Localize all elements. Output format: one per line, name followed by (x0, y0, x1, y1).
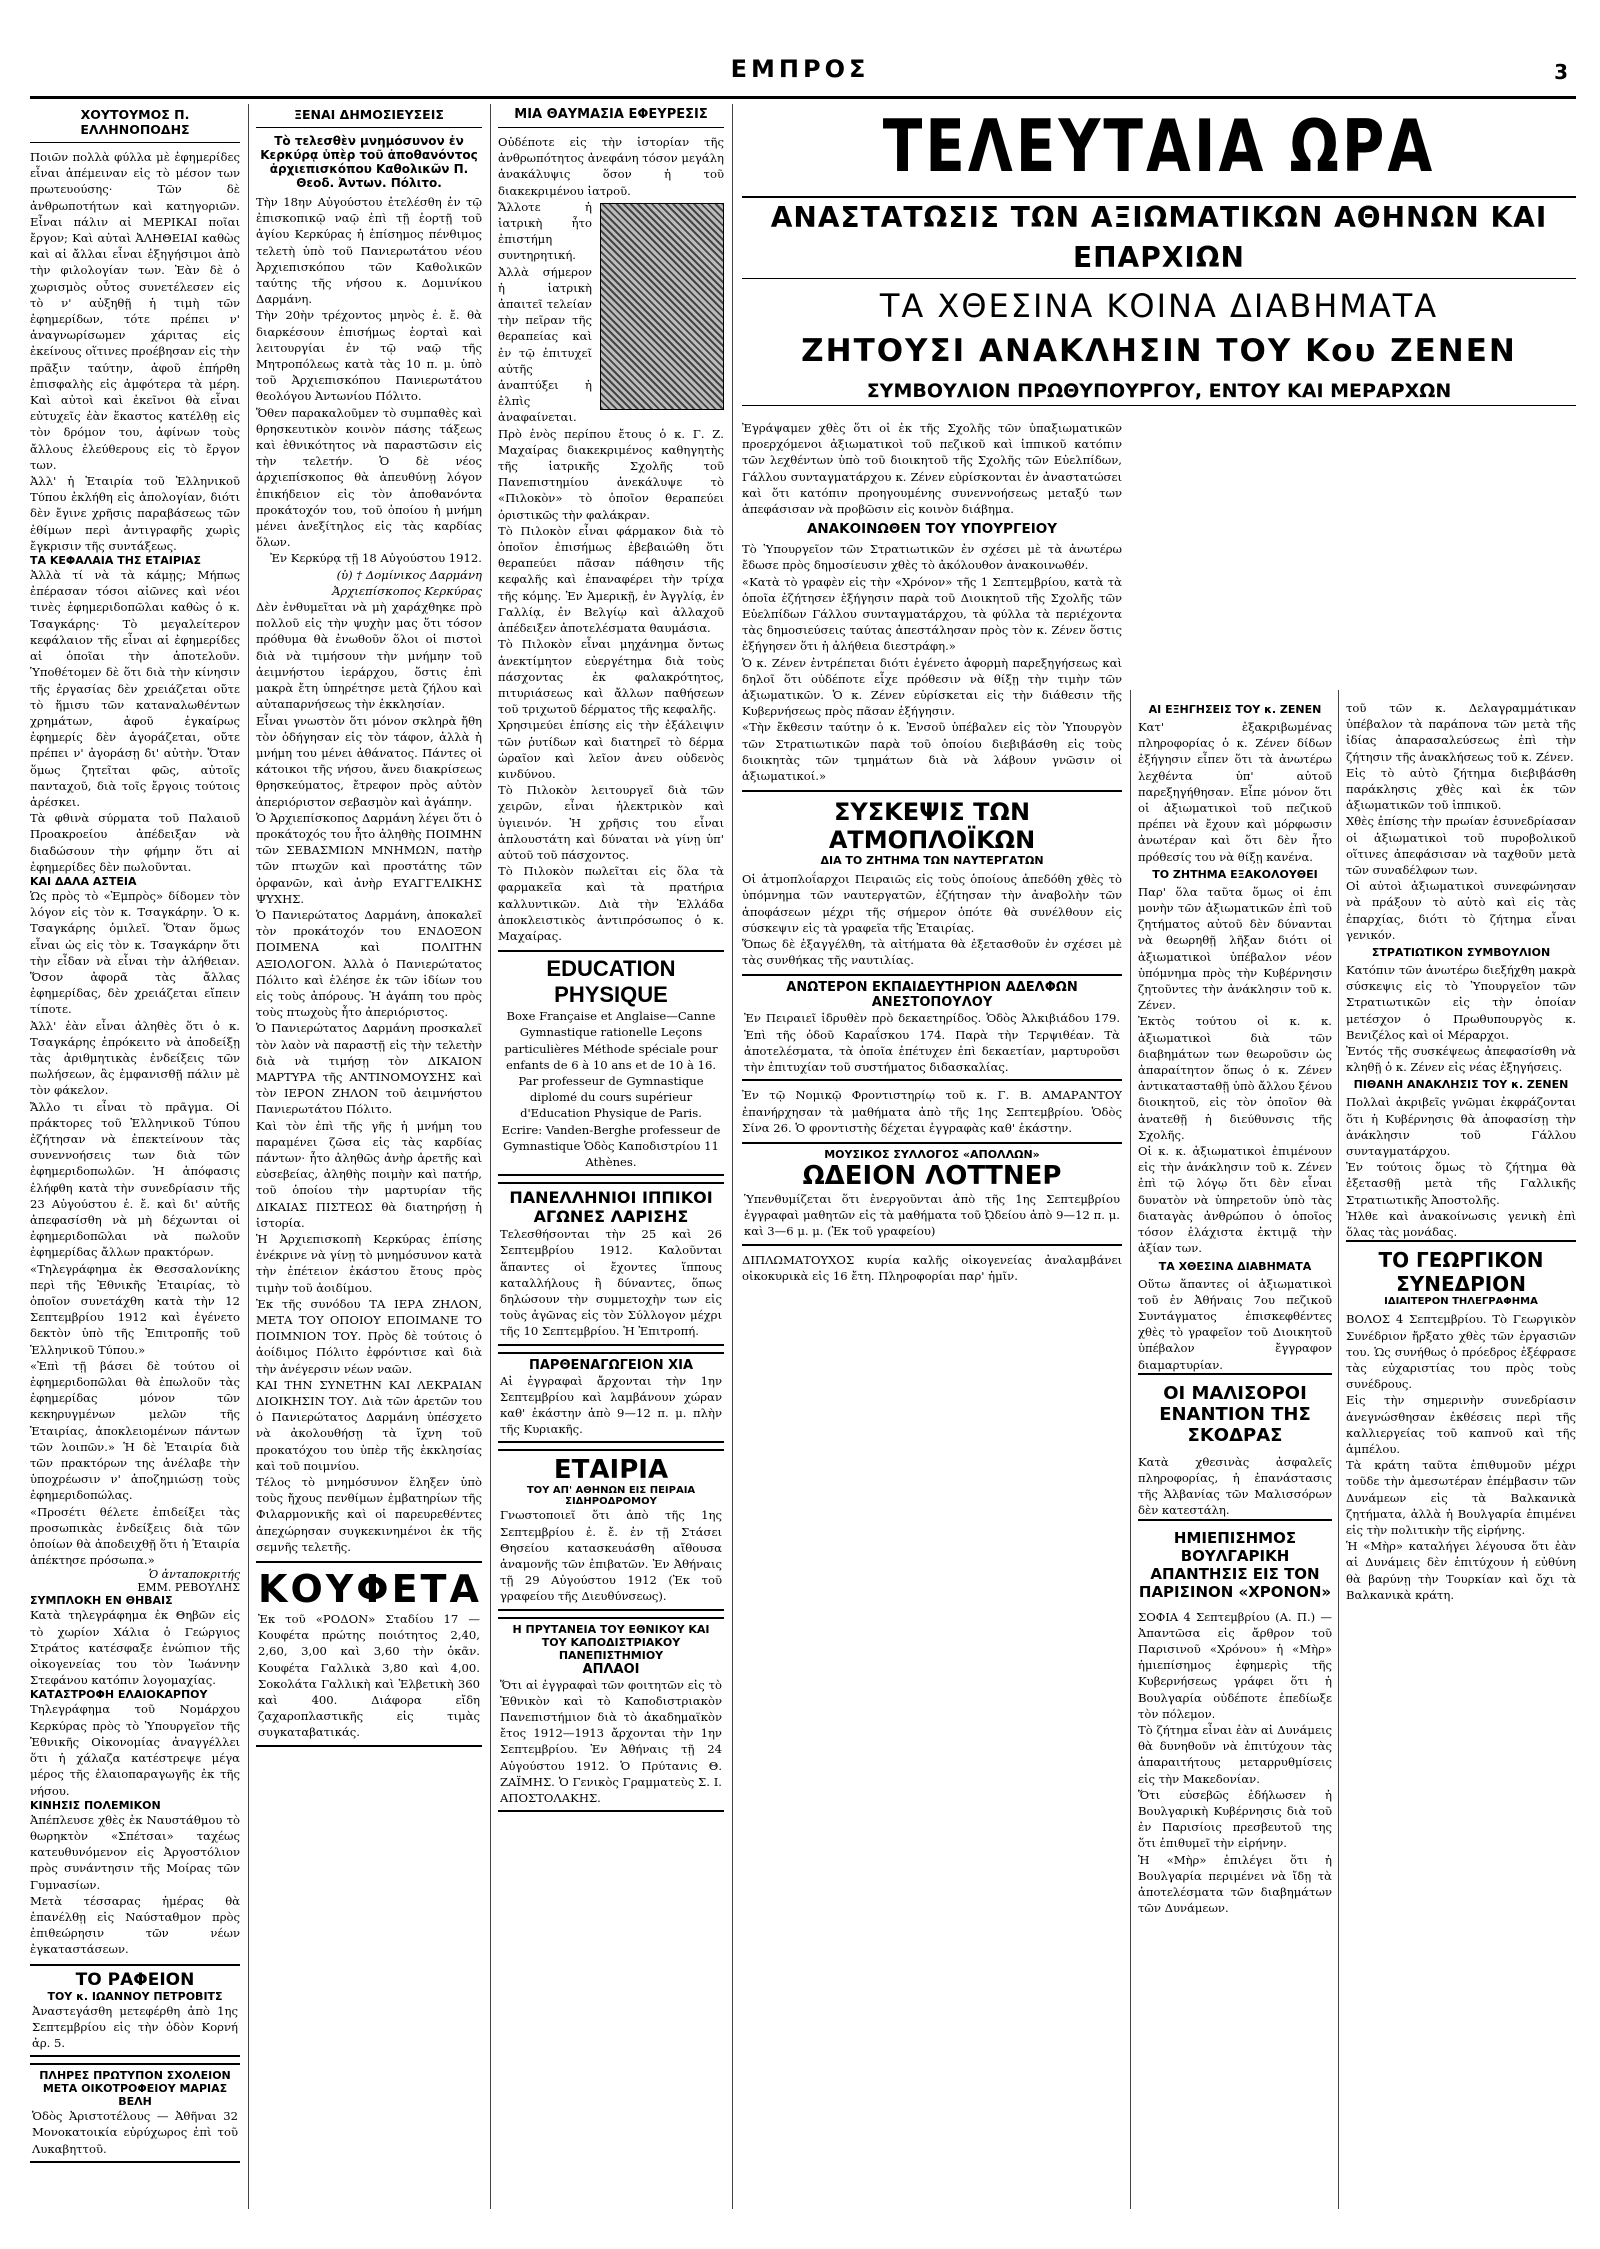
article-paragraph: Χρησιμεύει ἐπίσης εἰς τὴν ἐξάλειψιν τῶν ῥυτίδων καὶ διατηρεῖ τὸ δέρμα ὡραῖον καὶ λεῖον ἀνευ οὐδενὸς κινδύνου. (498, 718, 724, 781)
column-divider (248, 104, 249, 2209)
article-paragraph: Ποιῶν πολλὰ φύλλα μὲ ἐφημερίδες εἶναι ἀπέμειναν εἰς τὸ μέσον των πρωτευούσης· Τῶν δὲ ἀνθρωποτήτων καὶ κατηγοριῶν. Εἶναι πάλιν αἱ ΜΕΡΙΚΑΙ ποῖαι ἔργον; Καὶ αὐταὶ ἈΛΗΘΕΙΑΙ καθὼς καὶ αἱ ἄλλαι εἶναι ἐξηγήσιμοι ἀπὸ τὴν φιλολογίαν των. Ἐὰν δὲ ὁ χωρισμὸς οὗτος συνετέλεσεν εἰς τὸ ν' αὐξηθῇ ἡ τιμὴ τῶν ἐφημερίδων, τότε πρέπει ν' ἀναγνωρίσωμεν χάριτας εἰς ἐκείνους οἵτινες προέβησαν εἰς τὴν πρᾶξιν ταύτην, ἀφοῦ ἐπήρθη ἐπισφαλὴς εἰς ἀμφότερα τὰ μέρη. Καὶ αὐτοὶ καὶ ἐκεῖνοι θὰ εἶναι εὐτυχεῖς ἐὰν ἕκαστος κατέλθῃ εἰς τὸν δρόμον του, ἀφίνων τοὺς ἄλλους ἐλεύθερους εἰς τὸ ἔργον των. (30, 150, 240, 472)
article-paragraph: Ὅτι εὐσεβῶς ἐδήλωσεν ἡ Βουλγαρικὴ Κυβέρνησις διὰ τοῦ ἐν Παρισίοις πρεσβευτοῦ της ὅτι ἐπιθυμεῖ τὴν εἰρήνην. (1138, 1787, 1332, 1851)
column-5 (1138, 700, 1332, 2211)
portrait-image (600, 203, 724, 410)
signature-name: ΕΜΜ. ΡΕΒΟΥΛΗΣ (137, 1581, 240, 1595)
article-paragraph: Εἰς τὸ αὐτὸ ζήτημα διεβιβάσθη παράκλησις χθὲς καὶ ἐκ τῶν ἀξιωματικῶν τοῦ ἱππικοῦ. (1346, 765, 1576, 813)
article-paragraph: Τὸ Πιλοκὸν εἶναι φάρμακον διὰ τὸ ὁποῖον ἐπισήμως ἐβεβαιώθη ὅτι θεραπεύει πᾶσαν πάθησιν τῆς κεφαλῆς καὶ ἐπαναφέρει τὴν τρίχα τῆς κόμης. Ἐν Ἀμερικῇ, ἐν Ἀγγλίᾳ, ἐν Γαλλίᾳ, ἐν Βελγίῳ καὶ ἀλλαχοῦ ἀπέδειξεν ἀποτελέσματα θαυμάσια. (498, 523, 724, 636)
ad-title: ΤΟ ΡΑΦΕΙΟΝ (75, 1969, 195, 1990)
article-paragraph: Ὅπως δὲ ἐξαγγέλθη, τὰ αἰτήματα θὰ ἐξετασθοῦν ἐν σχέσει μὲ τὰς συνθήκας τῆς ναυτιλίας. (742, 937, 1122, 968)
article-paragraph: Παρ' ὅλα ταῦτα ὅμως οἱ ἐπι μονὴν τῶν ἀξιωματικῶν ἐπὶ τοῦ ζητήματος αὐτοῦ δὲν δύνανται νὰ θεωρηθῇ λῆξαν διότι οἱ ἀξιωματικοὶ ὑπέβαλον νέον ὑπόμνημα πρὸς τὴν Κυβέρνησιν ζητοῦντες τὴν ἀνάκλησιν τοῦ κ. Ζένεν. (1138, 884, 1332, 1013)
sub-headline: ΖΗΤΟΥΣΙ ΑΝΑΚΛΗΣΙΝ ΤΟΥ Κου ΖΕΝΕΝ (801, 333, 1517, 369)
advertisement (498, 1352, 724, 1444)
section-subheading: ΔΙΑ ΤΟ ΖΗΤΗΜΑ ΤΩΝ ΝΑΥΤΕΡΓΑΤΩΝ (820, 854, 1044, 868)
article-paragraph: Οἱ ἀτμοπλοΐαρχοι Πειραιῶς εἰς τοὺς ὁποίους ἀπεδόθη χθὲς τὸ ὑπόμνημα τῶν ναυτεργατῶν, ἐζήτησαν τὴν ἀναβολὴν τῶν ἀποφάσεων μέχρι τῆς σήμερον ὁπότε θὰ συνέλθουν εἰς σύσκεψιν εἰς τὰ γραφεῖα τῆς Ἑταιρίας. (742, 872, 1122, 935)
ad-text: Ὁδὸς Ἀριστοτέλους — Ἀθῆναι 32 Μονοκατοικία εὐρύχωρος ἐπὶ τοῦ Λυκαβηττοῦ. (32, 2109, 238, 2156)
sub-headline: ΤΑ ΧΘΕΣΙΝΑ ΚΟΙΝΑ ΔΙΑΒΗΜΑΤΑ (879, 287, 1439, 325)
article-paragraph: Οἱ αὐτοὶ ἀξιωματικοὶ συνεφώνησαν νὰ πράξουν τὸ αὐτὸ καὶ εἰς τὰς ἐπαρχίας, διότι τὸ ζήτημα εἶναι γενικόν. (1346, 879, 1576, 942)
article-paragraph: Τὰ κράτη ταῦτα ἐπιθυμοῦν μέχρι τοῦδε τὴν ἀμεσωτέραν ἐπέμβασιν τῶν Δυνάμεων εἰς τὰ Βαλκανικὰ ζητήματα, ἀλλὰ ἡ Βουλγαρία ἐπιμένει εἰς τὴν πολιτικὴν τῆς εἰρήνης. (1346, 1458, 1576, 1537)
article-paragraph: Εἰς τὴν σημερινὴν συνεδρίασιν ἀνεγνώσθησαν ἐκθέσεις περὶ τῆς καλλιεργείας τοῦ καπνοῦ καὶ τῆς ἀμπέλου. (1346, 1393, 1576, 1456)
ad-title: ΩΔΕΙΟΝ ΛΟΤΤΝΕΡ (802, 1160, 1062, 1191)
ad-subtitle: ΤΟΥ κ. ΙΩΑΝΝΟΥ ΠΕΤΡΟΒΙΤΣ (47, 1989, 223, 2003)
article-paragraph: Ὡς πρὸς τὸ «Ἐμπρὸς» δίδομεν τὸν λόγον εἰς τὸν κ. Τσαγκάρην. Ὁ κ. Τσαγκάρης ὁμιλεῖ. Ὅταν ὅμως εἶναι ὡς εἰς τὸν κ. Τσαγκάρην ὅτι τὴν εἶδαν νὰ εἶναι τὴν ἀλήθειαν. Ὅσον ἀφορᾶ τὰς ἄλλας ἐφημερίδας, δὲν χρειάζεται εἴπειν τίποτε. (30, 888, 240, 1017)
section-subheading: ΚΑΙ ΔΑΛΑ ΑΣΤΕΙΑ (30, 874, 137, 888)
section-subheading: ΣΤΡΑΤΙΩΤΙΚΟΝ ΣΥΜΒΟΥΛΙΟΝ (1371, 946, 1551, 960)
article-paragraph: Καὶ τὸν ἐπὶ τῆς γῆς ἡ μνήμη του παραμένει ζῶσα εἰς τὰς καρδίας πάντων· ἦτο ἀληθῶς ἀνὴρ ἀρετῆς καὶ εὐσεβείας, ἀληθὴς ποιμὴν καὶ πατήρ, τοῦ ὁποίου τὴν μαρτυρίαν τῆς ΔΙΚΑΙΑΣ ΠΙΣΤΕΩΣ θὰ διατηρήσῃ ἡ ἱστορία. (256, 1118, 482, 1230)
masthead-rule (30, 96, 1576, 99)
advertisement (742, 974, 1122, 1081)
article-paragraph: ΒΟΛΟΣ 4 Σεπτεμβρίου. Τὸ Γεωργικὸν Συνέδριον ἤρξατο χθὲς τῶν ἐργασιῶν του. Ὡς συνήθως ὁ πρόεδρος ἐξέφρασε τὰς εὐχαριστίας του πρὸς τοὺς συνέδρους. (1346, 1312, 1576, 1392)
article-paragraph: Τὰ φθινὰ σύρματα τοῦ Παλαιοῦ Προακροείου ἀπέδειξαν νὰ διαδώσουν τὴν φήμην ὅτι αἱ ἐφημερίδες δὲν πωλοῦνται. (30, 811, 240, 874)
section-headline: ΣΥΣΚΕΨΙΣ ΤΩΝ ΑΤΜΟΠΛΟΪΚΩΝ (828, 798, 1036, 855)
article-paragraph: Τὸ Πιλοκὸν λειτουργεῖ διὰ τῶν χειρῶν, εἶναι ἠλεκτρικὸν καὶ ὑγιεινόν. Ἡ χρῆσις του εἶναι ἀπλουστάτη καὶ δύναται νὰ γίνῃ ὑπ' αὐτοῦ τοῦ πάσχοντος. (498, 783, 724, 862)
ad-text: Ἐκ τοῦ «ΡΟΔΟΝ» Σταδίου 17 — Κουφέτα πρώτης ποιότητος 2,40, 2,60, 3,00 καὶ 3,60 τὴν ὀκᾶν. Κουφέτα Γαλλικὰ 3,80 καὶ 4,00. Σοκολάτα Γαλλικὴ καὶ Ἑλβετικὴ 360 καὶ 400. Διάφορα εἴδη ζαχαροπλαστικῆς εἰς τιμὰς συγκαταβατικάς. (258, 1612, 480, 1740)
article-paragraph: Μετὰ τέσσαρας ἡμέρας θὰ ἐπανέλθῃ εἰς Ναύσταθμον πρὸς ἐπιθεώρησιν τῶν νέων ἐγκαταστάσεων. (30, 1893, 240, 1957)
ad-text: Αἱ ἐγγραφαὶ ἄρχονται τὴν 1ην Σεπτεμβρίου καὶ λαμβάνουν χώραν καθ' ἑκάστην ἀπὸ 9—12 π. μ. πλὴν τῆς Κυριακῆς. (500, 1373, 722, 1437)
ad-title: ΠΛΗΡΕΣ ΠΡΩΤΥΠΟΝ ΣΧΟΛΕΙΟΝ (39, 2069, 231, 2083)
article-paragraph: τοῦ τῶν κ. Δελαγραμμάτικαν ὑπέβαλον τὰ παράπονα τῶν μετὰ τῆς ἰδίας ἀπαρασαλεύσεως ἐπὶ τὴν ζήτησιν τῆς ἀνακλήσεως τοῦ κ. Ζένεν. (1346, 701, 1576, 764)
advertisement (30, 2063, 240, 2163)
ad-subtitle: ΜΕΤΑ ΟΙΚΟΤΡΟΦΕΙΟΥ ΜΑΡΙΑΣ ΒΕΛΗ (42, 2082, 228, 2109)
ad-title: Η ΠΡΥΤΑΝΕΙΑ ΤΟΥ ΕΘΝΙΚΟΥ ΚΑΙ ΤΟΥ ΚΑΠΟΔΙΣΤΡΙΑΚΟΥ ΠΑΝΕΠΙΣΤΗΜΙΟΥ (512, 1622, 710, 1662)
ad-subtitle: ΤΟΥ ΑΠ' ΑΘΗΝΩΝ ΕΙΣ ΠΕΙΡΑΙΑ ΣΙΔΗΡΟΔΡΟΜΟΥ (526, 1485, 696, 1508)
column-heading: ΧΟΥΤΟΥΜΟΣ Π. ΕΛΛΗΝΟΠΟΔΗΣ (30, 104, 240, 143)
article-paragraph: Τὴν 18ην Αὐγούστου ἐτελέσθη ἐν τῷ ἐπισκοπικῷ ναῷ ἐπὶ τῇ ἑορτῇ τοῦ ἁγίου Κερκύρας ἡ ἐπίσημος πένθιμος τελετὴ ὑπὸ τοῦ Πανιερωτάτου νέου Ἀρχιεπισκόπου τῶν Καθολικῶν ταύτης τῆς νήσου κ. Δομινίκου Δαρμάνη. (256, 195, 482, 307)
article-paragraph: Ἡ Ἀρχιεπισκοπὴ Κερκύρας ἐπίσης ἐνέκρινε νὰ γίνῃ τὸ μνημόσυνον κατὰ τὴν ἐπέτειον ἑκάστου ἔτους πρὸς τιμὴν τοῦ ἀοιδίμου. (256, 1232, 482, 1295)
column-2 (256, 104, 482, 2211)
column-divider (732, 104, 733, 2209)
article-paragraph: Ἡ «Μὴρ» ἐπιλέγει ὅτι ἡ Βουλγαρία περιμένει νὰ ἴδῃ τὰ ἀποτελέσματα τῶν διαβημάτων τῶν Δυνάμεων. (1138, 1852, 1332, 1916)
ad-text: Ἐν Πειραιεῖ ἱδρυθὲν πρὸ δεκαετηρίδος. Ὁδὸς Ἀλκιβιάδου 179. Ἐπὶ τῆς ὁδοῦ Καραΐσκου 174. Παρὰ τὴν Τερψιθέαν. Τὰ ἀποτελέσματα, τὰ ὁποῖα ἐπέτυχεν ἐπὶ δεκαετίαν, μαρτυροῦσι τὴν ἐπιτυχίαν τοῦ συστήματος διδασκαλίας. (744, 1011, 1120, 1075)
column-1 (30, 104, 240, 2211)
ad-title: ΕΤΑΙΡΙΑ (553, 1455, 669, 1486)
ad-text: Ἐν τῷ Νομικῷ Φροντιστηρίῳ τοῦ κ. Γ. Β. ΑΜΑΡΑΝΤΟΥ ἐπανήρχησαν τὰ μαθήματα ἀπὸ τῆς 1ης Σεπτεμβρίου. Ὁδὸς Σίνα 26. Ὁ φροντιστὴς δέχεται ἐγγραφὰς καθ' ἑκάστην. (742, 1088, 1122, 1135)
article-paragraph: Ὁ Ἀρχιεπίσκοπος Δαρμάνη λέγει ὅτι ὁ προκάτοχός του ἦτο ἀληθὴς ΠΟΙΜΗΝ τῶν ΣΕΒΑΣΜΙΩΝ ΜΝΗΜΩΝ, πατὴρ τῶν πτωχῶν καὶ προστάτης τῶν ὀρφανῶν, καὶ ἀνὴρ ΕΥΑΓΓΕΛΙΚΗΣ ΨΥΧΗΣ. (256, 810, 482, 906)
article-paragraph: Ὁ Πανιερώτατος Δαρμάνη, ἀποκαλεῖ τὸν προκάτοχόν του ΕΝΔΟΞΟΝ ΠΟΙΜΕΝΑ καὶ ΠΟΛΙΤΗΝ ΑΞΙΟΛΟΓΟΝ. Ἀλλὰ ὁ Πανιερώτατος Πόλιτο καὶ ἐλέησε ἐκ τῶν ἰδίων του εἰς τοὺς ἀπόρους. Ἡ ἀγάπη του πρὸς τοὺς πτωχοὺς ἦτο ἀπεριόριστος. (256, 907, 482, 1020)
advertisement (498, 950, 724, 1176)
article-paragraph: Τὸ Πιλοκὸν πωλεῖται εἰς ὅλα τὰ φαρμακεῖα καὶ τὰ πρατήρια καλλυντικῶν. Διὰ τὴν Ἑλλάδα ἀποκλειστικὸς ἀντιπρόσωπος ὁ κ. Μαχαίρας. (498, 864, 724, 943)
article-paragraph: Ἀπέπλευσε χθὲς ἐκ Ναυστάθμου τὸ θωρηκτὸν «Σπέτσαι» ταχέως κατευθυνόμενον εἰς Ἀργοστόλιον πρὸς συνάντησιν τῆς Μοίρας τῶν Γυμνασίων. (30, 1812, 240, 1892)
section-subheading: ΣΥΜΠΛΟΚΗ ΕΝ ΘΗΒΑΙΣ (30, 1594, 173, 1608)
article-paragraph: Ἀλλ' ἐὰν εἶναι ἀληθὲς ὅτι ὁ κ. Τσαγκάρης ἐπρόκειτο νὰ ἀποδείξῃ τὰς ἀριθμητικὰς ἐνδείξεις τῶν πωλήσεων, ἂς ἐμφανισθῇ πάλιν μὲ τὸν φάκελον. (30, 1018, 240, 1098)
masthead (0, 0, 1600, 110)
section-headline: ΤΟ ΓΕΩΡΓΙΚΟΝ ΣΥΝΕΔΡΙΟΝ (1346, 1240, 1576, 1296)
column-4 (742, 420, 1122, 2211)
article-paragraph: ΣΟΦΙΑ 4 Σεπτεμβρίου (Α. Π.) — Ἀπαντῶσα εἰς ἄρθρον τοῦ Παρισινοῦ «Χρόνου» ἡ «Μὴρ» ἡμιεπίσημος ἐφημερὶς τῆς Κυβερνήσεως γράφει ὅτι ἡ Βουλγαρία οὐδέποτε ἐπεδίωξε τὸν πόλεμον. (1138, 1609, 1332, 1721)
advertisement (30, 1964, 240, 2058)
article-subheading: Τὸ τελεσθὲν μνημόσυνον ἐν Κερκύρᾳ ὑπὲρ τοῦ ἀποθανόντος ἀρχιεπισκόπου Καθολικῶν Π. Θεοδ. Ἀντων. Πόλιτο. (260, 134, 478, 190)
article-paragraph: Κατὰ τηλεγράφημα ἐκ Θηβῶν εἰς τὸ χωρίον Χάλια ὁ Γεώργιος Στράτος κατέσφαξε ἐνώπιον τῆς οἰκογενείας του τὸν Ἰωάννην Στεφάνου κατόπιν λογομαχίας. (30, 1608, 240, 1688)
article-paragraph: ΚΑΙ ΤΗΝ ΣΥΝΕΤΗΝ ΚΑΙ ΛΕΚΡΑΙΑΝ ΔΙΟΙΚΗΣΙΝ ΤΟΥ. Διὰ τῶν ἀρετῶν του ὁ Πανιερώτατος Δαρμάνη ὑπέσχετο νὰ ἀκολουθήσῃ τὰ ἴχνη τοῦ προκατόχου του ὑπὲρ τῆς ἐκκλησίας καὶ τοῦ ποιμνίου. (256, 1377, 482, 1473)
article-paragraph: Ἐγράψαμεν χθὲς ὅτι οἱ ἐκ τῆς Σχολῆς τῶν ὑπαξιωματικῶν προερχόμενοι ἀξιωματικοὶ τοῦ πεζικοῦ καὶ ἱππικοῦ κατόπιν τῶν λεχθέντων ὑπὸ τοῦ διοικητοῦ τῆς Σχολῆς τῶν Εὐελπίδων, Γάλλου συνταγματάρχου κ. Ζένεν εὑρίσκονται ἐν ἀναστατώσει καὶ ὅτι κατόπιν προηγουμένης συνεννοήσεως μεταξύ των ἀπεφάσισαν νὰ προβῶσιν εἰς κοινὸν διάβημα. (742, 421, 1122, 517)
article-paragraph: Ἡ «Μὴρ» καταλήγει λέγουσα ὅτι ἐὰν αἱ Δυνάμεις δὲν ἐπιτύχουν ἡ εὐθύνη θὰ βαρύνῃ τὴν Τουρκίαν καὶ ὄχι τὰ Βαλκανικὰ κράτη. (1346, 1539, 1576, 1602)
ad-text: Ἀναστεγάσθη μετεφέρθη ἀπὸ 1ης Σεπτεμβρίου εἰς τὴν ὁδὸν Κορνή ἀρ. 5. (32, 2003, 238, 2050)
sub-headline: ΣΥΜΒΟΥΛΙΟΝ ΠΡΩΘΥΠΟΥΡΓΟΥ, ΕΝΤΟΥ ΚΑΙ ΜΕΡΑΡΧΩΝ (742, 377, 1576, 406)
column-6 (1346, 700, 1576, 2211)
signature: (ὑ) † Δομίνικος Δαρμάνη Ἀρχιεπίσκοπος Κερκύρας (332, 567, 482, 598)
ad-text: ΔΙΠΛΩΜΑΤΟΥΧΟΣ κυρία καλῆς οἰκογενείας ἀναλαμβάνει οἰκοκυρικὰ εἰς 16 ἔτη. Πληροφορίαι παρ' ἡμῖν. (742, 1252, 1122, 1283)
ad-title: ΚΟΥΦΕΤΑ (258, 1567, 482, 1612)
article-paragraph: «Τὴν ἔκθεσιν ταύτην ὁ κ. Ἐνσοῦ ὑπέβαλεν εἰς τὸν Ὑπουργὸν τῶν Στρατιωτικῶν παρὰ τοῦ ὁποίου διεβιβάσθη εἰς τοὺς διοικητὰς τῶν τμημάτων διὰ νὰ λάβουν γνῶσιν οἱ ἀξιωματικοί.» (742, 720, 1122, 784)
advertisement (256, 1561, 482, 1747)
sub-headline: ΑΝΑΣΤΑΤΩΣΙΣ ΤΩΝ ΑΞΙΩΜΑΤΙΚΩΝ ΑΘΗΝΩΝ ΚΑΙ ΕΠΑΡΧΙΩΝ (742, 196, 1576, 279)
article-paragraph: Δὲν ἐνθυμεῖται νὰ μὴ χαράχθηκε πρὸ πολλοῦ εἰς τὴν ψυχὴν μας ὅτι τόσον πρόθυμα θὰ ἐνωθοῦν ὅλοι οἱ πιστοὶ διὰ νὰ τιμήσουν τὴν μνήμην τοῦ ἀειμνήστου ἱεράρχου, ὅστις ἐπὶ μακρὰ ἔτη ὑπηρέτησε μετὰ ζήλου καὶ αὐταπαρνήσεως τὴν ἐκκλησίαν. (256, 600, 482, 712)
article-paragraph: Οὐδέποτε εἰς τὴν ἱστορίαν τῆς ἀνθρωπότητος ἀνεφάνη τόσον μεγάλη ἀνακάλυψις ὅσον ἡ τοῦ διακεκριμένου ἰατροῦ. (498, 135, 724, 198)
article-paragraph: Τηλεγράφημα τοῦ Νομάρχου Κερκύρας πρὸς τὸ Ὑπουργεῖον τῆς Ἐθνικῆς Οἰκονομίας ἀναγγέλλει ὅτι ἡ χάλαζα κατέστρεψε μέγα μέρος τῆς ἐλαιοπαραγωγῆς ἐκ τῆς νήσου. (30, 1702, 240, 1798)
column-divider (490, 104, 491, 2209)
section-headline: ΗΜΙΕΠΙΣΗΜΟΣ ΒΟΥΛΓΑΡΙΚΗ ΑΠΑΝΤΗΣΙΣ ΕΙΣ ΤΟΝ ΠΑΡΙΣΙΝΟΝ «ΧΡΟΝΟΝ» (1138, 1519, 1332, 1609)
ad-title: ΑΝΩΤΕΡΟΝ ΕΚΠΑΙΔΕΥΤΗΡΙΟΝ ΑΔΕΛΦΩΝ ΑΝΕΣΤΟΠΟΥΛΟΥ (786, 980, 1078, 1011)
article-paragraph: Ἐν τούτοις ὅμως τὸ ζήτημα θὰ ἐξετασθῇ μετὰ τῆς Γαλλικῆς Στρατιωτικῆς Ἀποστολῆς. (1346, 1160, 1576, 1207)
ad-title: ΠΑΡΘΕΝΑΓΩΓΕΙΟΝ ΧΙΑ (528, 1357, 694, 1373)
advertisement (498, 1182, 724, 1345)
column-3 (498, 104, 724, 2211)
article-paragraph: Ἀλλὰ τί νὰ τὰ κάμῃς; Μήπως ἐπέρασαν τόσοι αἰῶνες καὶ νέοι τινὲς ἐφημεριδοπῶλαι καθὼς ὁ κ. Τσαγκάρης· Τὸ μεγαλείτερον κεφάλαιον τῆς εἶναι αἱ ἐφημερίδες αἱ ὁποῖαι τὴν ἀποτελοῦν. Ὑποθέτομεν δὲ ὅτι διὰ τὴν κίνησιν τῆς ἐργασίας δὲν χρειάζεται οὔτε τὸ ἥμισυ τῶν καταναλωθέντων χρημάτων, ἀφοῦ ἐγκαίρως ἐφημερίς δὲν ἀγοράζεται, οὔτε πρέπει ν' ἀγοράσῃ δι' αὐτὴν. Ὅταν ὅμως ζητεῖται φῶς, αὐτοῖς πανταχοῦ, διὰ τοῖς ἔργοις τούτοις ἀρέσκει. (30, 568, 240, 809)
section-subheading: ΚΙΝΗΣΙΣ ΠΟΛΕΜΙΚΟΝ (30, 1798, 161, 1812)
advertisement (742, 1142, 1122, 1246)
section-subheading: ΤΑ ΧΘΕΣΙΝΑ ΔΙΑΒΗΜΑΤΑ (1158, 1259, 1312, 1273)
section-subheading: ΤΑ ΚΕΦΑΛΑΙΑ ΤΗΣ ΕΤΑΙΡΙΑΣ (30, 554, 202, 568)
article-paragraph: Ἠλθε καὶ ἀνακοίνωσις γενικὴ ἐπὶ ὅλας τὰς μονάδας. (1346, 1208, 1576, 1240)
article-paragraph: Κατ' ἐξακριβωμένας πληροφορίας ὁ κ. Ζένεν δίδων ἐξήγησιν εἶπεν ὅτι τὰ ἀνωτέρω λεχθέντα ὑπ' αὐτοῦ παρεξηγήθησαν. Εἶπε μόνον ὅτι οἱ ἀξιωματικοὶ τοῦ πεζικοῦ πρέπει νὰ ἔχουν καὶ μόρφωσιν ἀνωτέραν καὶ ὅτι δὲν ἦτο πρόθεσίς του νὰ θίξῃ κανένα. (1138, 720, 1332, 864)
article-paragraph: Κατὰ χθεσινὰς ἀσφαλεῖς πληροφορίας, ἡ ἐπανάστασις τῆς Ἀλβανίας τῶν Μαλισσόρων δὲν κατεστάλη. (1138, 1454, 1332, 1518)
section-subheading: ΑΙ ΕΞΗΓΗΣΕΙΣ ΤΟΥ κ. ΖΕΝΕΝ (1148, 703, 1322, 716)
section-subheading: ΙΔΙΑΙΤΕΡΟΝ ΤΗΛΕΓΡΑΦΗΜΑ (1384, 1296, 1538, 1308)
section-subheading: ΠΙΘΑΝΗ ΑΝΑΚΛΗΣΙΣ ΤΟΥ κ. ΖΕΝΕΝ (1353, 1078, 1569, 1092)
advertisement (498, 1617, 724, 1813)
article-paragraph: Εἶναι γνωστὸν ὅτι μόνον σκληρὰ ἤθη τὸν ὁδήγησαν εἰς τὸν τάφον, ἀλλὰ ἡ μνήμη του μένει ἀθάνατος. Πάντες οἱ κάτοικοι τῆς νήσου, ἄνευ διακρίσεως θρησκεύματος, ἔτρεφον πρὸς αὐτὸν ἀπεριόριστον σεβασμὸν καὶ ἀγάπην. (256, 713, 482, 809)
article-paragraph: Ἀλλ' ἡ Ἑταιρία τοῦ Ἑλληνικοῦ Τύπου ἐκλήθη εἰς ἀπολογίαν, διότι δὲν ἔγινε χρῆσις παραβάσεως τῶν ἐθίμων περὶ ἀντιγραφῆς χωρὶς ἔγκρισιν τῆς συντάξεως. (30, 474, 240, 553)
ad-text: Ὑπενθυμίζεται ὅτι ἐνεργοῦνται ἀπὸ τῆς 1ης Σεπτεμβρίου ἐγγραφαὶ μαθητῶν εἰς τὰ μαθήματα τοῦ ᾨδείου ἀπὸ 9—12 π. μ. καὶ 3—6 μ. μ. (Ἐκ τοῦ γραφείου) (744, 1191, 1120, 1239)
article-paragraph: Τὸ Ὑπουργεῖον τῶν Στρατιωτικῶν ἐν σχέσει μὲ τὰ ἀνωτέρω ἔδωσε πρὸς δημοσίευσιν χθὲς τὸ ἀκόλουθον ἀνακοινωθέν. (742, 542, 1122, 573)
article-paragraph: Οὕτω ἅπαντες οἱ ἀξιωματικοὶ τοῦ ἐν Ἀθήναις 7ου πεζικοῦ Συντάγματος ἐπισκεφθέντες χθὲς τὸ γραφεῖον τοῦ Διοικητοῦ ὑπέβαλον ἔγγραφον διαμαρτυρίαν. (1138, 1276, 1332, 1372)
article-paragraph: «Κατὰ τὸ γραφὲν εἰς τὴν «Χρόνον» τῆς 1 Σεπτεμβρίου, κατὰ τὰ ὁποῖα ἐζήτησεν ἐξήγησιν παρὰ τοῦ Διοικητοῦ τῆς Σχολῆς τῶν Εὐελπίδων Γάλλου συνταγματάρχου, τὰ φύλλα τὰ περιέχοντα τὰς δημοσιεύσεις ταύτας ἀπεστάλησαν πρὸς τὸν κ. Ζένεν ὅστις ἐξήγησεν ὅτι ἡ ἀλήθεια διεστράφη.» (742, 574, 1122, 654)
article-paragraph: Ἄλλο τι εἶναι τὸ πρᾶγμα. Οἱ πράκτορες τοῦ Ἑλληνικοῦ Τύπου ἐζήτησαν νὰ ἐπεκτείνουν τὰς συνεννοήσεις των διὰ τῶν ἐφημεριδοπωλῶν. Ἡ ἀπόφασις ἐλήφθη κατὰ τὴν συνεδρίασιν τῆς 23 Αὐγούστου ἐ. ἔ. καὶ δι' αὐτῆς ἀπεφασίσθη νὰ μὴ δέχωνται οἱ ἐφημεριδοπῶλαι νὰ πωλοῦν ἐφημερίδας ἄλλων πρακτόρων. (30, 1099, 240, 1260)
advertisement (498, 1449, 724, 1610)
article-paragraph: Πολλαὶ ἀκριβεῖς γνῶμαι ἐκφράζονται ὅτι ἡ Κυβέρνησις θὰ ἀποφασίσῃ τὴν ἀνάκλησιν τοῦ Γάλλου συνταγματάρχου. (1346, 1095, 1576, 1159)
article-paragraph: Ἐντός τῆς συσκέψεως ἀπεφασίσθη νὰ κληθῇ ὁ κ. Ζένεν εἰς νέας ἐξηγήσεις. (1346, 1044, 1576, 1075)
article-paragraph: Ἄλλοτε ἡ ἰατρικὴ ἦτο ἐπιστήμη συντηρητική. Ἀλλὰ σήμερον ἡ ἰατρικὴ ἀπαιτεῖ τελείαν τὴν πεῖραν τῆς θεραπείας καὶ ἐν τῷ ἐπιτυχεῖ αὐτῆς ἀναπτύξει ἡ ἐλπὶς ἀναφαίνεται. (498, 199, 592, 425)
article-paragraph: Ἐκτὸς τούτου οἱ κ. κ. ἀξιωματικοὶ διὰ τῶν διαβημάτων των θεωροῦσιν ὡς ἀπαραίτητον ὅπως ὁ κ. Ζένεν ἀντικατασταθῇ ὑπὸ ἄλλου ξένου διοικητοῦ, εἰς τὸν ὁποῖον θὰ ἀνατεθῇ ἡ διεύθυνσις τῆς Σχολῆς. (1138, 1014, 1332, 1142)
column-heading: ΜΙΑ ΘΑΥΜΑΣΙΑ ΕΦΕΥΡΕΣΙΣ (498, 104, 724, 128)
column-heading: ΞΕΝΑΙ ΔΗΜΟΣΙΕΥΣΕΙΣ (256, 104, 482, 128)
ad-subtitle: ΑΠΛΑΟΙ (582, 1661, 640, 1677)
article-paragraph: Ὅθεν παρακαλοῦμεν τὸ συμπαθὲς καὶ θρησκευτικὸν κοινὸν πάσης τάξεως καὶ ἐθνικότητος νὰ παραστῶσιν εἰς τὴν τελετήν. Ὁ δὲ νέος ἀρχιεπίσκοπος θὰ ἀπευθύνῃ λόγον ἐπικήδειον εἰς τὸν ἀποθανόντα προκάτοχόν του, τοῦ ὁποίου ἡ μνήμη μένει ἀνεξίτηλος εἰς τὰς καρδίας ὅλων. (256, 405, 482, 550)
ad-text: Boxe Française et Anglaise—Canne Gymnastique rationelle Leçons particulières Méthode spéciale pour enfants de 6 à 10 ans et de 10 à 16. Par professeur de Gymnastique diplomé du cours supérieur d'Education Physique de Paris. Ecrire: Vanden-Berghe professeur de Gymnastique Ὁδὸς Καποδιστρίου 11 Athènes. (501, 1009, 721, 1169)
main-headline-block (742, 104, 1576, 406)
article-paragraph: Τέλος τὸ μνημόσυνον ἔληξεν ὑπὸ τοὺς ἤχους πενθίμων ἐμβατηρίων τῆς Φιλαρμονικῆς καὶ οἱ παρευρεθέντες ἀπεχώρησαν συγκεκινημένοι ἐκ τῆς σεμνῆς τελετῆς. (256, 1475, 482, 1554)
section-subheading: ΤΟ ΖΗΤΗΜΑ ΕΞΑΚΟΛΟΥΘΕΙ (1152, 867, 1318, 881)
main-headline: ΤΕΛΕΥΤΑΙΑ ΩΡΑ (882, 103, 1436, 189)
article-paragraph: «Τηλεγράφημα ἐκ Θεσσαλονίκης περὶ τῆς Ἐθνικῆς Ἐταιρίας, τὸ ὁποῖον συνετάχθη κατὰ τὴν 12 Σεπτεμβρίου 1912 καὶ ἐγένετο δεκτὸν ὑπὸ τῆς Ἐπιτροπῆς τοῦ Ἑλληνικοῦ Τύπου.» (30, 1261, 240, 1357)
ad-title: ΠΑΝΕΛΛΗΝΙΟΙ ΙΠΠΙΚΟΙ ΑΓΩΝΕΣ ΛΑΡΙΣΗΣ (509, 1188, 713, 1227)
column-divider (1130, 690, 1131, 2209)
article-paragraph: Οἱ κ. κ. ἀξιωματικοὶ ἐπιμένουν εἰς τὴν ἀνάκλησιν τοῦ κ. Ζένεν ἐπὶ τῷ λόγῳ ὅτι δὲν εἶναι δυνατὸν νὰ ὑπηρετοῦν ὑπὸ τὰς διαταγὰς ἀνθρώπου ὁ ὁποῖος τόσον ἐλάχιστα ἐκτιμᾷ τὴν ἀξίαν των. (1138, 1144, 1332, 1256)
article-paragraph: Ἐν Κερκύρᾳ τῇ 18 Αὐγούστου 1912. (270, 551, 482, 566)
section-subheading: ΚΑΤΑΣΤΡΟΦΗ ΕΛΑΙΟΚΑΡΠΟΥ (30, 1688, 208, 1702)
page-number: 3 (1554, 60, 1568, 84)
signature-label: Ὁ ἀνταποκριτής (148, 1568, 240, 1582)
ad-text: Ὅτι αἱ ἐγγραφαὶ τῶν φοιτητῶν εἰς τὸ Ἐθνικὸν καὶ τὸ Καποδιστριακὸν Πανεπιστήμιον διὰ τὸ ἀκαδημαϊκὸν ἔτος 1912—1913 ἄρχονται τὴν 1ην Σεπτεμβρίου. Ἐν Ἀθήναις τῇ 24 Αὐγούστου 1912. Ὁ Πρύτανις Θ. ΖΑΪΜΗΣ. Ὁ Γενικὸς Γραμματεὺς Σ. Ι. ΑΠΟΣΤΟΛΑΚΗΣ. (500, 1677, 722, 1806)
article-paragraph: «Ἐπὶ τῇ βάσει δὲ τούτου οἱ ἐφημεριδοπῶλαι θὰ ἐπωλοῦν τὰς ἐφημερίδας μόνον τῶν κεκηρυγμένων μελῶν τῆς Ἑταιρίας, ἀποκλειομένων πάντων τῶν λοιπῶν.» Ἡ δὲ Ἑταιρία διὰ τῶν πρακτόρων της ἀνέλαβε τὴν ὑποχρέωσιν ν' ἀποζημιώσῃ τοὺς ἐφημεριδοπώλας. (30, 1358, 240, 1503)
article-paragraph: Ἐκ τῆς συνόδου ΤΑ ΙΕΡΑ ΖΗΛΟΝ, ΜΕΤΑ ΤΟΥ ΟΠΟΙΟΥ ΕΠΟΙΜΑΝΕ ΤΟ ΠΟΙΜΝΙΟΝ ΤΟΥ. Πρὸς δὲ τούτοις ὁ ἀοίδιμος Πόλιτο ἐφρόντισε καὶ διὰ τὴν ἀνέγερσιν νέων ναῶν. (256, 1296, 482, 1376)
article-paragraph: Ὁ κ. Ζένεν ἐντρέπεται διότι ἐγένετο ἀφορμὴ παρεξηγήσεως καὶ δηλοῖ ὅτι οὐδέποτε εἶχε πρόθεσιν νὰ θίξῃ τὴν τιμὴν τῶν ἀξιωματικῶν. Ὁ κ. Ζένεν εὑρίσκεται εἰς τὴν διάθεσιν τῆς Κυβερνήσεως πρὸς πᾶσαν ἐξήγησιν. (742, 655, 1122, 719)
article-paragraph: Ὁ Πανιερώτατος Δαρμάνη προσκαλεῖ τὸν λαὸν νὰ παραστῇ εἰς τὴν τελετὴν διὰ νὰ τιμήσῃ τὸν ΔΙΚΑΙΟΝ ΜΑΡΤΥΡΑ τῆς ΑΝΤΙΝΟΜΟΥΣΗΣ καὶ τὸν ΙΕΡΟΝ ΖΗΛΟΝ τοῦ ἀειμνήστου Πανιερωτάτου Πόλιτο. (256, 1021, 482, 1117)
newspaper-title: ΕΜΠΡΟΣ (730, 55, 870, 83)
column-divider (1338, 690, 1339, 2209)
ad-text: Γνωστοποιεῖ ὅτι ἀπὸ τῆς 1ης Σεπτεμβρίου ἐ. ἔ. ἐν τῇ Στάσει Θησείου κατασκευάσθη αἴθουσα ἀναμονῆς τῶν ἐπιβατῶν. Ἐν Ἀθήναις τῇ 29 Αὐγούστου 1912 (Ἐκ τοῦ γραφείου τῆς Διευθύνσεως). (500, 1508, 722, 1604)
section-headline: ΟΙ ΜΑΛΙΣΟΡΟΙ ΕΝΑΝΤΙΟΝ ΤΗΣ ΣΚΟΔΡΑΣ (1138, 1373, 1332, 1454)
ad-subtitle: ΜΟΥΣΙΚΟΣ ΣΥΛΛΟΓΟΣ «ΑΠΟΛΛΩΝ» (824, 1147, 1040, 1161)
article-paragraph: Χθὲς ἐπίσης τὴν πρωίαν ἐσυνεδρίασαν οἱ ἀξιωματικοὶ τοῦ πυροβολικοῦ οἵτινες ἀπεφάσισαν νὰ ταχθοῦν μετὰ τῶν συναδέλφων των. (1346, 814, 1576, 878)
article-paragraph: Τὸ ζήτημα εἶναι ἐὰν αἱ Δυνάμεις θὰ δυνηθοῦν νὰ ἐπιτύχουν τὰς ἀπαραιτήτους μεταρρυθμίσεις εἰς τὴν Μακεδονίαν. (1138, 1722, 1332, 1786)
article-paragraph: «Προσέτι θέλετε ἐπιδείξει τὰς προσωπικὰς ἐνδείξεις διὰ τῶν ὁποίων θὰ ἀποδειχθῇ ὅτι ἡ Ἑταιρία ἀπέκτησε πρόσωπα.» (30, 1504, 240, 1568)
ad-title: EDUCATION PHYSIQUE (546, 956, 676, 1008)
article-paragraph: Τὴν 20ὴν τρέχοντος μηνὸς ἐ. ἔ. θὰ διαρκέσουν ἐπισήμως ἑορταὶ καὶ λειτουργίαι ἐν τῷ ναῷ τῆς Μητροπόλεως κατὰ τὰς 10 π. μ. ὑπὸ τοῦ Ἀρχιεπισκόπου Πανιερωτάτου θεολόγου Ἀντωνίου Πόλιτο. (256, 308, 482, 404)
ad-text: Τελεσθήσονται τὴν 25 καὶ 26 Σεπτεμβρίου 1912. Καλοῦνται ἅπαντες οἱ ἔχοντες ἵππους καταλλήλους ἢ δύναντες, ὅπως δηλώσουν τὴν συμμετοχὴν των εἰς τοὺς ἀγῶνας εἰς τὸν Σύλλογον μέχρι τῆς 10 Σεπτεμβρίου. Ἡ Ἐπιτροπή. (500, 1227, 722, 1339)
article-paragraph: Πρὸ ἐνὸς περίπου ἔτους ὁ κ. Γ. Ζ. Μαχαίρας διακεκριμένος καθηγητὴς τῆς ἰατρικῆς Σχολῆς τοῦ Πανεπιστημίου ἀνεκάλυψε τὸ «Πιλοκὸν» τὸ ὁποῖον θεραπεύει ὁριστικῶς τὴν φαλάκραν. (498, 426, 724, 522)
article-paragraph: Κατόπιν τῶν ἀνωτέρω διεξήχθη μακρὰ σύσκεψις εἰς τὸ Ὑπουργεῖον τῶν Στρατιωτικῶν εἰς τὴν ὁποίαν μετέσχον ὁ Πρωθυπουργὸς κ. Βενιζέλος καὶ οἱ Μέραρχοι. (1346, 963, 1576, 1042)
section-subheading: ΑΝΑΚΟΙΝΩΘΕΝ ΤΟΥ ΥΠΟΥΡΓΕΙΟΥ (806, 521, 1058, 538)
article-paragraph: Τὸ Πιλοκὸν εἶναι μηχάνημα ὄντως ἀνεκτίμητον εὐεργέτημα διὰ τοὺς πάσχοντας ἐκ φαλακρότητος, πιτυριάσεως καὶ ἄλλων παθήσεων τοῦ τριχωτοῦ δέρματος τῆς κεφαλῆς. (498, 637, 724, 717)
